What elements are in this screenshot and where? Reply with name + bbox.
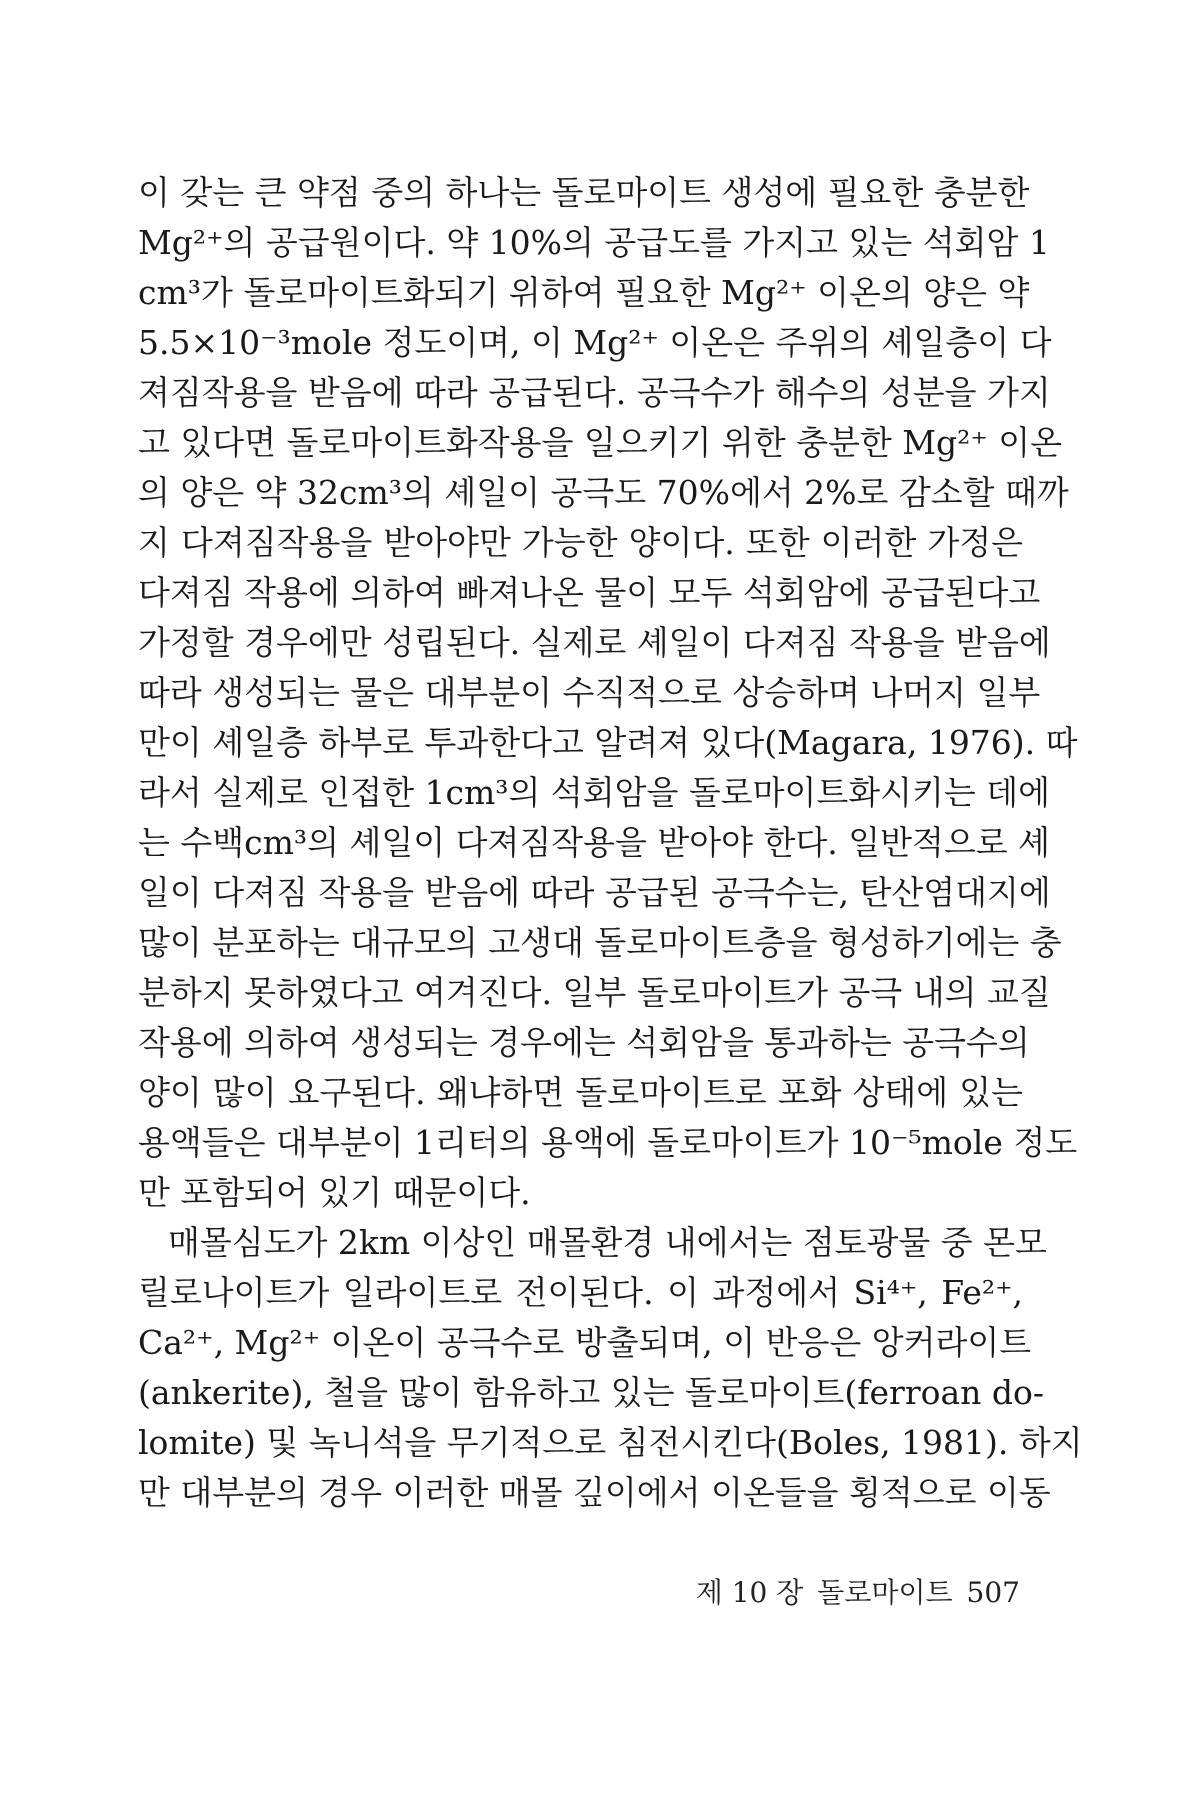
text-line: cm³가 돌로마이트화되기 위하여 필요한 Mg²⁺ 이온의 양은 약 [138,273,1030,312]
body-text [138,168,1083,1518]
text-line: 가정할 경우에만 성립된다. 실제로 셰일이 다져짐 작용을 받음에 [138,623,1051,662]
text-line: 많이 분포하는 대규모의 고생대 돌로마이트층을 형성하기에는 충 [138,923,1062,962]
text-line: 만 포함되어 있기 때문이다. [138,1173,531,1212]
footer-title: 돌로마이트 [817,1576,953,1609]
text-line: 다져짐 작용에 의하여 빠져나온 물이 모두 석회암에 공급된다고 [138,573,1041,612]
text-line: 지 다져짐작용을 받아야만 가능한 양이다. 또한 이러한 가정은 [138,523,1023,562]
text-line: 의 양은 약 32cm³의 셰일이 공극도 70%에서 2%로 감소할 때까 [138,473,1069,512]
text-line: 만 대부분의 경우 이러한 매몰 깊이에서 이온들을 횡적으로 이동 [138,1473,1051,1512]
text-line: 는 수백cm³의 셰일이 다져짐작용을 받아야 한다. 일반적으로 셰 [138,823,1050,862]
page-number: 507 [966,1576,1020,1609]
paragraph-first-line: 매몰심도가 2km 이상인 매몰환경 내에서는 점토광물 중 몬모 [168,1223,1047,1262]
text-line: 일이 다져짐 작용을 받음에 따라 공급된 공극수는, 탄산염대지에 [138,873,1051,912]
text-line: Mg²⁺의 공급원이다. 약 10%의 공급도를 가지고 있는 석회암 1 [138,223,1050,262]
text-line: lomite) 및 녹니석을 무기적으로 침전시킨다(Boles, 1981). 하지 [138,1423,1083,1462]
text-line: (ankerite), 철을 많이 함유하고 있는 돌로마이트(ferroan do- [138,1373,1045,1412]
text-line: 양이 많이 요구된다. 왜냐하면 돌로마이트로 포화 상태에 있는 [138,1073,1023,1112]
text-line: 릴로나이트가 일라이트로 전이된다. 이 과정에서 Si⁴⁺, Fe²⁺, [138,1273,1023,1312]
text-line: Ca²⁺, Mg²⁺ 이온이 공극수로 방출되며, 이 반응은 앙커라이트 [138,1323,1032,1362]
text-line: 작용에 의하여 생성되는 경우에는 석회암을 통과하는 공극수의 [138,1023,1030,1062]
page-footer [690,1575,1020,1611]
text-line: 이 갖는 큰 약점 중의 하나는 돌로마이트 생성에 필요한 충분한 [138,173,1030,212]
text-line: 따라 생성되는 물은 대부분이 수직적으로 상승하며 나머지 일부 [138,673,1041,712]
text-line: 고 있다면 돌로마이트화작용을 일으키기 위한 충분한 Mg²⁺ 이온 [138,423,1063,462]
text-line: 만이 셰일층 하부로 투과한다고 알려져 있다(Magara, 1976). 따 [138,723,1078,762]
text-line: 용액들은 대부분이 1리터의 용액에 돌로마이트가 10⁻⁵mole 정도 [138,1123,1078,1162]
text-line: 져짐작용을 받음에 따라 공급된다. 공극수가 해수의 성분을 가지 [138,373,1051,412]
text-line: 5.5×10⁻³mole 정도이며, 이 Mg²⁺ 이온은 주위의 셰일층이 다 [138,323,1052,362]
footer-chapter: 제 10 장 [695,1576,804,1609]
text-line: 라서 실제로 인접한 1cm³의 석회암을 돌로마이트화시키는 데에 [138,773,1051,812]
text-line: 분하지 못하였다고 여겨진다. 일부 돌로마이트가 공극 내의 교질 [138,973,1051,1012]
